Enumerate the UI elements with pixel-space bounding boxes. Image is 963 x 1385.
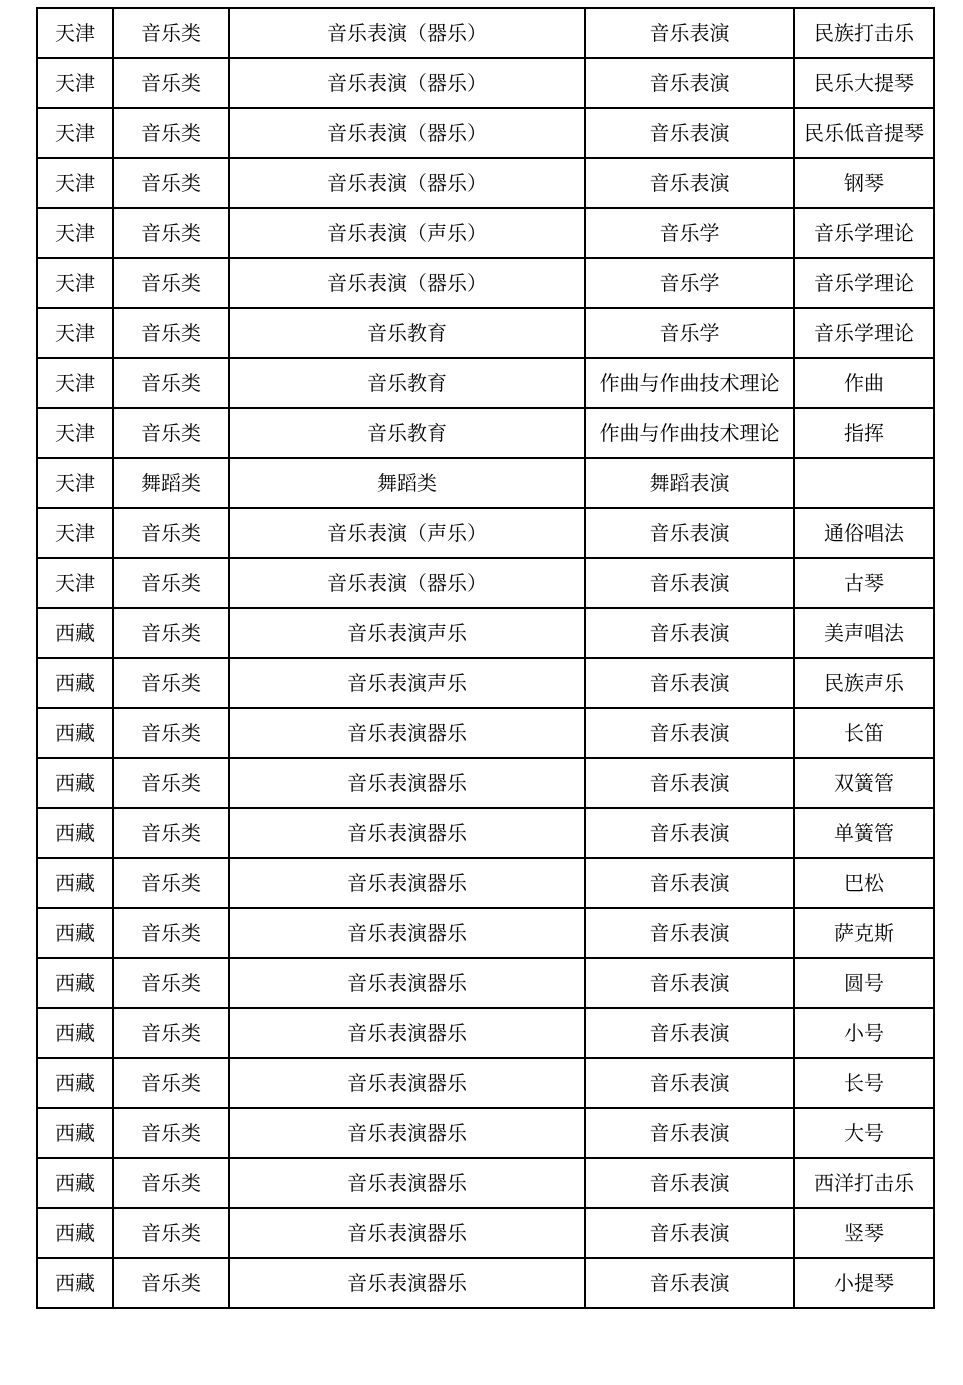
admit-major-cell: 音乐表演 xyxy=(585,658,794,708)
category-cell: 音乐类 xyxy=(113,258,229,308)
province-cell: 天津 xyxy=(37,458,113,508)
province-cell: 西藏 xyxy=(37,908,113,958)
admit-major-cell: 舞蹈表演 xyxy=(585,458,794,508)
direction-cell: 民乐低音提琴 xyxy=(794,108,934,158)
direction-cell xyxy=(794,458,934,508)
province-cell: 西藏 xyxy=(37,858,113,908)
exam-major-cell: 音乐表演器乐 xyxy=(229,908,585,958)
category-cell: 音乐类 xyxy=(113,1108,229,1158)
table-row xyxy=(37,908,934,958)
exam-major-cell: 音乐表演（器乐） xyxy=(229,158,585,208)
direction-cell: 大号 xyxy=(794,1108,934,1158)
direction-cell: 民族打击乐 xyxy=(794,8,934,58)
admit-major-cell: 音乐表演 xyxy=(585,808,794,858)
category-cell: 舞蹈类 xyxy=(113,458,229,508)
admit-major-cell: 音乐学 xyxy=(585,258,794,308)
exam-major-cell: 音乐表演器乐 xyxy=(229,1058,585,1108)
category-cell: 音乐类 xyxy=(113,308,229,358)
admit-major-cell: 作曲与作曲技术理论 xyxy=(585,358,794,408)
document-page xyxy=(36,7,933,1309)
table-row xyxy=(37,708,934,758)
exam-major-cell: 音乐表演器乐 xyxy=(229,858,585,908)
category-cell: 音乐类 xyxy=(113,908,229,958)
province-cell: 西藏 xyxy=(37,1058,113,1108)
province-cell: 天津 xyxy=(37,358,113,408)
direction-cell: 美声唱法 xyxy=(794,608,934,658)
province-cell: 西藏 xyxy=(37,1208,113,1258)
admit-major-cell: 音乐表演 xyxy=(585,1008,794,1058)
table-row xyxy=(37,58,934,108)
table-row xyxy=(37,658,934,708)
table-row xyxy=(37,1208,934,1258)
direction-cell: 音乐学理论 xyxy=(794,258,934,308)
province-cell: 西藏 xyxy=(37,958,113,1008)
category-cell: 音乐类 xyxy=(113,1058,229,1108)
admit-major-cell: 音乐表演 xyxy=(585,508,794,558)
table-row xyxy=(37,1258,934,1308)
direction-cell: 作曲 xyxy=(794,358,934,408)
exam-major-cell: 音乐表演器乐 xyxy=(229,1008,585,1058)
province-cell: 天津 xyxy=(37,108,113,158)
category-cell: 音乐类 xyxy=(113,808,229,858)
table-row xyxy=(37,1158,934,1208)
admit-major-cell: 音乐表演 xyxy=(585,1108,794,1158)
table-row xyxy=(37,1008,934,1058)
direction-cell: 巴松 xyxy=(794,858,934,908)
category-cell: 音乐类 xyxy=(113,358,229,408)
admit-major-cell: 音乐表演 xyxy=(585,908,794,958)
table-row xyxy=(37,1108,934,1158)
admit-major-cell: 音乐表演 xyxy=(585,1208,794,1258)
category-cell: 音乐类 xyxy=(113,158,229,208)
table-row xyxy=(37,458,934,508)
exam-major-cell: 音乐教育 xyxy=(229,408,585,458)
table-row xyxy=(37,758,934,808)
category-cell: 音乐类 xyxy=(113,408,229,458)
exam-major-cell: 音乐表演（声乐） xyxy=(229,208,585,258)
admit-major-cell: 音乐表演 xyxy=(585,108,794,158)
exam-major-cell: 音乐表演（器乐） xyxy=(229,58,585,108)
direction-cell: 民乐大提琴 xyxy=(794,58,934,108)
exam-major-cell: 音乐教育 xyxy=(229,308,585,358)
table-row xyxy=(37,808,934,858)
category-cell: 音乐类 xyxy=(113,708,229,758)
province-cell: 西藏 xyxy=(37,1008,113,1058)
table-row xyxy=(37,158,934,208)
admit-major-cell: 作曲与作曲技术理论 xyxy=(585,408,794,458)
direction-cell: 小号 xyxy=(794,1008,934,1058)
table-row xyxy=(37,408,934,458)
exam-major-cell: 舞蹈类 xyxy=(229,458,585,508)
admit-major-cell: 音乐表演 xyxy=(585,58,794,108)
table-row xyxy=(37,308,934,358)
exam-major-cell: 音乐表演器乐 xyxy=(229,1208,585,1258)
exam-major-cell: 音乐表演器乐 xyxy=(229,758,585,808)
province-cell: 西藏 xyxy=(37,758,113,808)
category-cell: 音乐类 xyxy=(113,1208,229,1258)
table-row xyxy=(37,858,934,908)
direction-cell: 民族声乐 xyxy=(794,658,934,708)
exam-major-cell: 音乐表演（声乐） xyxy=(229,508,585,558)
exam-major-cell: 音乐表演器乐 xyxy=(229,1258,585,1308)
exam-major-cell: 音乐表演器乐 xyxy=(229,808,585,858)
category-cell: 音乐类 xyxy=(113,558,229,608)
admit-major-cell: 音乐表演 xyxy=(585,958,794,1008)
exam-major-cell: 音乐表演（器乐） xyxy=(229,258,585,308)
category-cell: 音乐类 xyxy=(113,958,229,1008)
admit-major-cell: 音乐表演 xyxy=(585,608,794,658)
province-cell: 西藏 xyxy=(37,1258,113,1308)
category-cell: 音乐类 xyxy=(113,8,229,58)
direction-cell: 指挥 xyxy=(794,408,934,458)
category-cell: 音乐类 xyxy=(113,1158,229,1208)
exam-major-cell: 音乐表演器乐 xyxy=(229,958,585,1008)
category-cell: 音乐类 xyxy=(113,658,229,708)
exam-major-cell: 音乐表演器乐 xyxy=(229,708,585,758)
table-row xyxy=(37,508,934,558)
province-cell: 天津 xyxy=(37,208,113,258)
admit-major-cell: 音乐学 xyxy=(585,208,794,258)
admit-major-cell: 音乐表演 xyxy=(585,858,794,908)
table-row xyxy=(37,258,934,308)
exam-major-cell: 音乐表演声乐 xyxy=(229,658,585,708)
province-cell: 西藏 xyxy=(37,608,113,658)
category-cell: 音乐类 xyxy=(113,208,229,258)
category-cell: 音乐类 xyxy=(113,508,229,558)
table-row xyxy=(37,958,934,1008)
table-row xyxy=(37,358,934,408)
exam-major-cell: 音乐表演（器乐） xyxy=(229,108,585,158)
direction-cell: 双簧管 xyxy=(794,758,934,808)
category-cell: 音乐类 xyxy=(113,1258,229,1308)
exam-major-cell: 音乐表演器乐 xyxy=(229,1158,585,1208)
admit-major-cell: 音乐表演 xyxy=(585,158,794,208)
table-row xyxy=(37,108,934,158)
admit-major-cell: 音乐表演 xyxy=(585,708,794,758)
table-row xyxy=(37,558,934,608)
exam-major-cell: 音乐表演器乐 xyxy=(229,1108,585,1158)
exam-major-cell: 音乐表演（器乐） xyxy=(229,8,585,58)
province-cell: 天津 xyxy=(37,58,113,108)
direction-cell: 西洋打击乐 xyxy=(794,1158,934,1208)
province-cell: 天津 xyxy=(37,558,113,608)
direction-cell: 萨克斯 xyxy=(794,908,934,958)
table-row xyxy=(37,608,934,658)
category-cell: 音乐类 xyxy=(113,858,229,908)
province-cell: 天津 xyxy=(37,308,113,358)
major-table xyxy=(36,7,935,1309)
province-cell: 天津 xyxy=(37,158,113,208)
table-row xyxy=(37,8,934,58)
table-body xyxy=(37,8,934,1308)
admit-major-cell: 音乐表演 xyxy=(585,758,794,808)
province-cell: 天津 xyxy=(37,408,113,458)
direction-cell: 单簧管 xyxy=(794,808,934,858)
admit-major-cell: 音乐表演 xyxy=(585,1158,794,1208)
exam-major-cell: 音乐表演声乐 xyxy=(229,608,585,658)
direction-cell: 圆号 xyxy=(794,958,934,1008)
category-cell: 音乐类 xyxy=(113,758,229,808)
table-row xyxy=(37,208,934,258)
admit-major-cell: 音乐表演 xyxy=(585,1258,794,1308)
province-cell: 西藏 xyxy=(37,1158,113,1208)
province-cell: 西藏 xyxy=(37,1108,113,1158)
province-cell: 天津 xyxy=(37,508,113,558)
category-cell: 音乐类 xyxy=(113,108,229,158)
category-cell: 音乐类 xyxy=(113,1008,229,1058)
direction-cell: 钢琴 xyxy=(794,158,934,208)
province-cell: 西藏 xyxy=(37,808,113,858)
province-cell: 天津 xyxy=(37,258,113,308)
direction-cell: 古琴 xyxy=(794,558,934,608)
province-cell: 西藏 xyxy=(37,658,113,708)
admit-major-cell: 音乐学 xyxy=(585,308,794,358)
admit-major-cell: 音乐表演 xyxy=(585,558,794,608)
admit-major-cell: 音乐表演 xyxy=(585,1058,794,1108)
admit-major-cell: 音乐表演 xyxy=(585,8,794,58)
direction-cell: 音乐学理论 xyxy=(794,208,934,258)
province-cell: 西藏 xyxy=(37,708,113,758)
table-row xyxy=(37,1058,934,1108)
direction-cell: 长笛 xyxy=(794,708,934,758)
category-cell: 音乐类 xyxy=(113,608,229,658)
direction-cell: 通俗唱法 xyxy=(794,508,934,558)
direction-cell: 音乐学理论 xyxy=(794,308,934,358)
direction-cell: 小提琴 xyxy=(794,1258,934,1308)
category-cell: 音乐类 xyxy=(113,58,229,108)
province-cell: 天津 xyxy=(37,8,113,58)
exam-major-cell: 音乐表演（器乐） xyxy=(229,558,585,608)
direction-cell: 长号 xyxy=(794,1058,934,1108)
direction-cell: 竖琴 xyxy=(794,1208,934,1258)
exam-major-cell: 音乐教育 xyxy=(229,358,585,408)
